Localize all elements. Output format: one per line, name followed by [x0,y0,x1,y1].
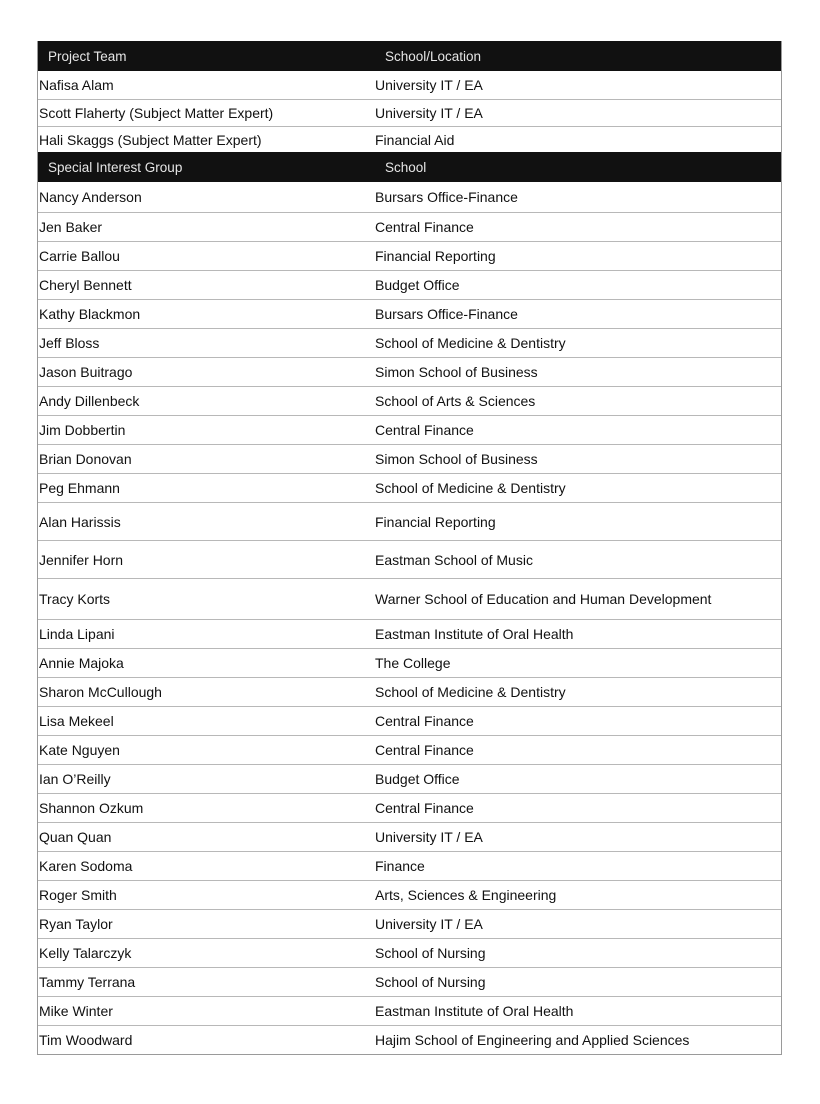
school-cell: Central Finance [375,742,474,758]
school-cell: Warner School of Education and Human Development [375,591,712,607]
section-header-project-team [38,41,781,71]
name-cell: Ian O’Reilly [39,771,111,787]
table-row [38,619,781,648]
school-cell: Hajim School of Engineering and Applied Sciences [375,1032,690,1048]
school-cell: Financial Reporting [375,248,496,264]
name-cell: Ryan Taylor [39,916,113,932]
school-cell: Finance [375,858,425,874]
name-cell: Tammy Terrana [39,974,136,990]
school-cell: University IT / EA [375,105,483,121]
school-cell: University IT / EA [375,916,483,932]
name-cell: Brian Donovan [39,451,132,467]
school-cell: Financial Aid [375,131,455,148]
name-cell: Alan Harissis [39,513,121,530]
table-row [38,880,781,909]
school-cell: University IT / EA [375,829,483,845]
table-row [38,851,781,880]
section-header-special-interest-group [38,152,781,182]
table-row [38,71,781,99]
school-cell: Bursars Office-Finance [375,189,518,205]
header-col-1: Special Interest Group [48,159,183,175]
name-cell: Karen Sodoma [39,858,133,874]
school-cell: School of Medicine & Dentistry [375,684,566,700]
school-cell: The College [375,655,451,671]
name-cell: Jennifer Horn [39,551,124,568]
table-row [38,99,781,126]
school-cell: Simon School of Business [375,364,538,380]
name-cell: Linda Lipani [39,626,115,642]
table-row [38,677,781,706]
table-row [38,996,781,1025]
name-cell: Andy Dillenbeck [39,393,140,409]
name-cell: Tracy Korts [39,591,111,607]
table-row [38,735,781,764]
table-row [38,764,781,793]
school-cell: University IT / EA [375,77,483,93]
table-row [38,706,781,735]
school-cell: Eastman Institute of Oral Health [375,626,574,642]
table-row [38,909,781,938]
table-row [38,415,781,444]
table-row [38,502,781,540]
table-row [38,473,781,502]
table-row [38,648,781,677]
table-row [38,270,781,299]
name-cell: Sharon McCullough [39,684,162,700]
school-cell: Central Finance [375,422,474,438]
table-row [38,299,781,328]
name-cell: Cheryl Bennett [39,277,132,293]
table-row [38,1025,781,1054]
table-row [38,386,781,415]
table-row [38,328,781,357]
name-cell: Kathy Blackmon [39,306,141,322]
school-cell: Budget Office [375,771,460,787]
name-cell: Shannon Ozkum [39,800,144,816]
school-cell: Bursars Office-Finance [375,306,518,322]
table-row [38,126,781,152]
school-cell: Eastman Institute of Oral Health [375,1003,574,1019]
name-cell: Nancy Anderson [39,189,142,205]
name-cell: Annie Majoka [39,655,124,671]
name-cell: Lisa Mekeel [39,713,114,729]
table-row [38,444,781,473]
school-cell: Arts, Sciences & Engineering [375,887,557,903]
name-cell: Jim Dobbertin [39,422,126,438]
school-cell: School of Nursing [375,974,486,990]
header-col-2: School [385,159,427,175]
table-row [38,578,781,619]
school-cell: Eastman School of Music [375,551,533,568]
name-cell: Jen Baker [39,219,103,235]
name-cell: Nafisa Alam [39,77,114,93]
name-cell: Kelly Talarczyk [39,945,132,961]
table-row [38,793,781,822]
table-row [38,182,781,212]
school-cell: Simon School of Business [375,451,538,467]
table-row [38,822,781,851]
school-cell: Central Finance [375,800,474,816]
name-cell: Tim Woodward [39,1032,133,1048]
table-row [38,540,781,578]
name-cell: Jason Buitrago [39,364,133,380]
school-cell: School of Medicine & Dentistry [375,480,566,496]
header-col-2: School/Location [385,48,482,64]
name-cell: Scott Flaherty (Subject Matter Expert) [39,105,274,121]
name-cell: Carrie Ballou [39,248,120,264]
header-col-1: Project Team [48,48,127,64]
school-cell: School of Arts & Sciences [375,393,536,409]
school-cell: Central Finance [375,219,474,235]
table-row [38,967,781,996]
table-row [38,938,781,967]
school-cell: Budget Office [375,277,460,293]
members-table [37,41,782,1055]
name-cell: Quan Quan [39,829,112,845]
name-cell: Roger Smith [39,887,117,903]
name-cell: Mike Winter [39,1003,113,1019]
table-row [38,212,781,241]
school-cell: Central Finance [375,713,474,729]
school-cell: School of Nursing [375,945,486,961]
name-cell: Jeff Bloss [39,335,100,351]
school-cell: School of Medicine & Dentistry [375,335,566,351]
name-cell: Peg Ehmann [39,480,120,496]
name-cell: Hali Skaggs (Subject Matter Expert) [39,131,262,148]
table-row [38,241,781,270]
school-cell: Financial Reporting [375,513,496,530]
table-row [38,357,781,386]
name-cell: Kate Nguyen [39,742,120,758]
